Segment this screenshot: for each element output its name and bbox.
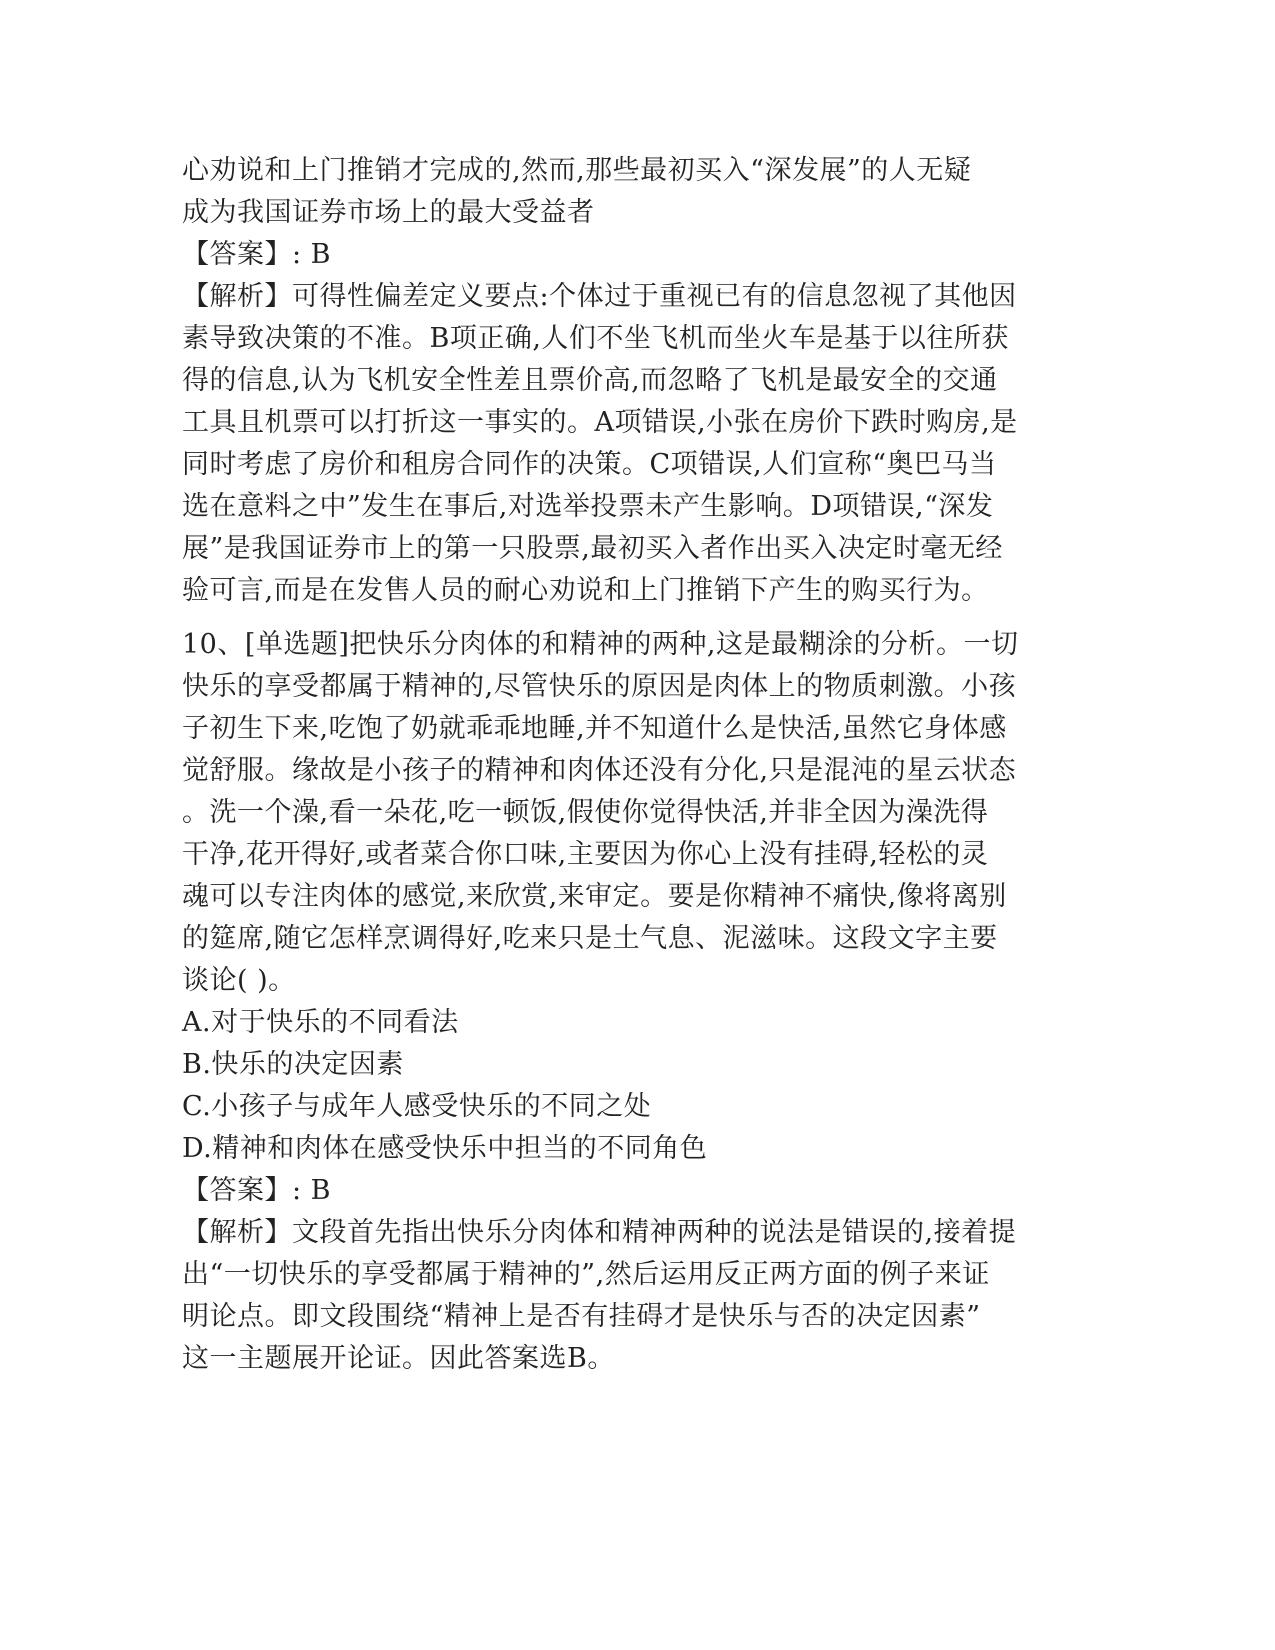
option-b: B.快乐的决定因素 [182,1049,404,1080]
analysis-block [182,1212,1082,1380]
stem-line: 子初生下来,吃饱了奶就乖乖地睡,并不知道什么是快活,虽然它身体感 [182,713,1007,744]
analysis-line: 选在意料之中”发生在事后,对选举投票未产生影响。D项错误,“深发 [182,491,994,522]
paragraph-gap [182,612,1082,624]
question-10 [182,624,1082,1380]
stem-line: 心劝说和上门推销才完成的,然而,那些最初买入“深发展”的人无疑 [182,155,972,186]
stem-line: 成为我国证券市场上的最大受益者 [182,197,595,228]
option-c: C.小孩子与成年人感受快乐的不同之处 [182,1091,652,1122]
answer-line: 【答案】: B [182,1175,332,1206]
option-a: A.对于快乐的不同看法 [182,1007,459,1038]
analysis-line: 这一主题展开论证。因此答案选B。 [182,1343,615,1374]
analysis-line: 出“一切快乐的享受都属于精神的”,然后运用反正两方面的例子来证 [182,1259,990,1290]
analysis-line: 【解析】文段首先指出快乐分肉体和精神两种的说法是错误的,接着提 [182,1217,1017,1248]
answer-line: 【答案】: B [182,239,332,270]
analysis-line: 得的信息,认为飞机安全性差且票价高,而忽略了飞机是最安全的交通 [182,365,998,396]
stem-line: 快乐的享受都属于精神的,尽管快乐的原因是肉体上的物质刺激。小孩 [182,671,1017,702]
analysis-line: 同时考虑了房价和租房合同作的决策。C项错误,人们宣称“奥巴马当 [182,449,997,480]
stem-line: 干净,花开得好,或者菜合你口味,主要因为你心上没有挂碍,轻松的灵 [182,839,989,870]
stem-line: 的筵席,随它怎样烹调得好,吃来只是土气息、泥滋味。这段文字主要 [182,923,998,954]
analysis-line: 素导致决策的不准。B项正确,人们不坐飞机而坐火车是基于以往所获 [182,323,1009,354]
stem-line: 觉舒服。缘故是小孩子的精神和肉体还没有分化,只是混沌的星云状态 [182,755,1017,786]
analysis-block [182,276,1082,612]
analysis-line: 明论点。即文段围绕“精神上是否有挂碍才是快乐与否的决定因素” [182,1301,981,1332]
analysis-line: 展”是我国证券市上的第一只股票,最初买入者作出买入决定时毫无经 [182,533,1003,564]
question-stem [182,624,1082,1002]
stem-line: 魂可以专注肉体的感觉,来欣赏,来审定。要是你精神不痛快,像将离别 [182,881,1007,912]
options-list [182,1002,1082,1170]
previous-question-tail [182,150,1082,612]
document-page [182,150,1082,1380]
option-d: D.精神和肉体在感受快乐中担当的不同角色 [182,1133,708,1164]
stem-line: 。洗一个澡,看一朵花,吃一顿饭,假使你觉得快活,并非全因为澡洗得 [182,797,989,828]
analysis-line: 【解析】可得性偏差定义要点:个体过于重视已有的信息忽视了其他因 [182,281,1017,312]
analysis-line: 工具且机票可以打折这一事实的。A项错误,小张在房价下跌时购房,是 [182,407,1018,438]
analysis-line: 验可言,而是在发售人员的耐心劝说和上门推销下产生的购买行为。 [182,575,989,606]
stem-line: 谈论( )。 [182,965,296,996]
stem-line: 10、[单选题]把快乐分肉体的和精神的两种,这是最糊涂的分析。一切 [182,629,1019,660]
